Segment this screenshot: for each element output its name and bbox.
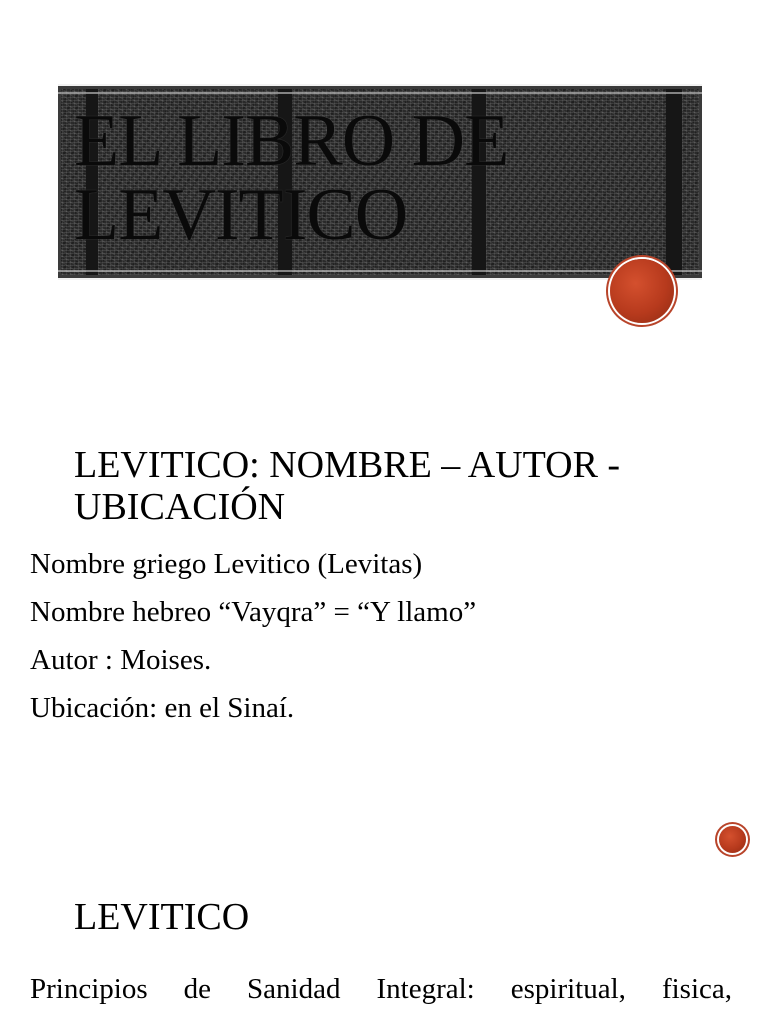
content-list: [30, 540, 476, 732]
title-slide: [0, 0, 768, 380]
slide-heading: LEVITICO: NOMBRE – AUTOR - UBICACIÓN: [74, 444, 621, 528]
red-circle-badge-icon: [610, 259, 674, 323]
content-line-greek-name: Nombre griego Levitico (Levitas): [30, 548, 423, 580]
slide-title: EL LIBRO DE LEVITICO: [74, 100, 509, 256]
name-author-location-slide: [0, 380, 768, 860]
slide-paragraph: Principios de Sanidad Integral: espiritual, fisica,: [30, 973, 732, 1005]
principles-slide: [0, 860, 768, 1024]
slide-heading: LEVITICO: [74, 896, 250, 938]
red-circle-badge-icon: [719, 826, 746, 853]
title-banner: [58, 84, 702, 280]
banner-bottom-stripe: [58, 270, 702, 272]
content-line-author: Autor : Moises.: [30, 644, 212, 676]
content-line-location: Ubicación: en el Sinaí.: [30, 692, 295, 724]
content-line-hebrew-name: Nombre hebreo “Vayqra” = “Y llamo”: [30, 596, 477, 628]
banner-top-stripe: [58, 92, 702, 94]
